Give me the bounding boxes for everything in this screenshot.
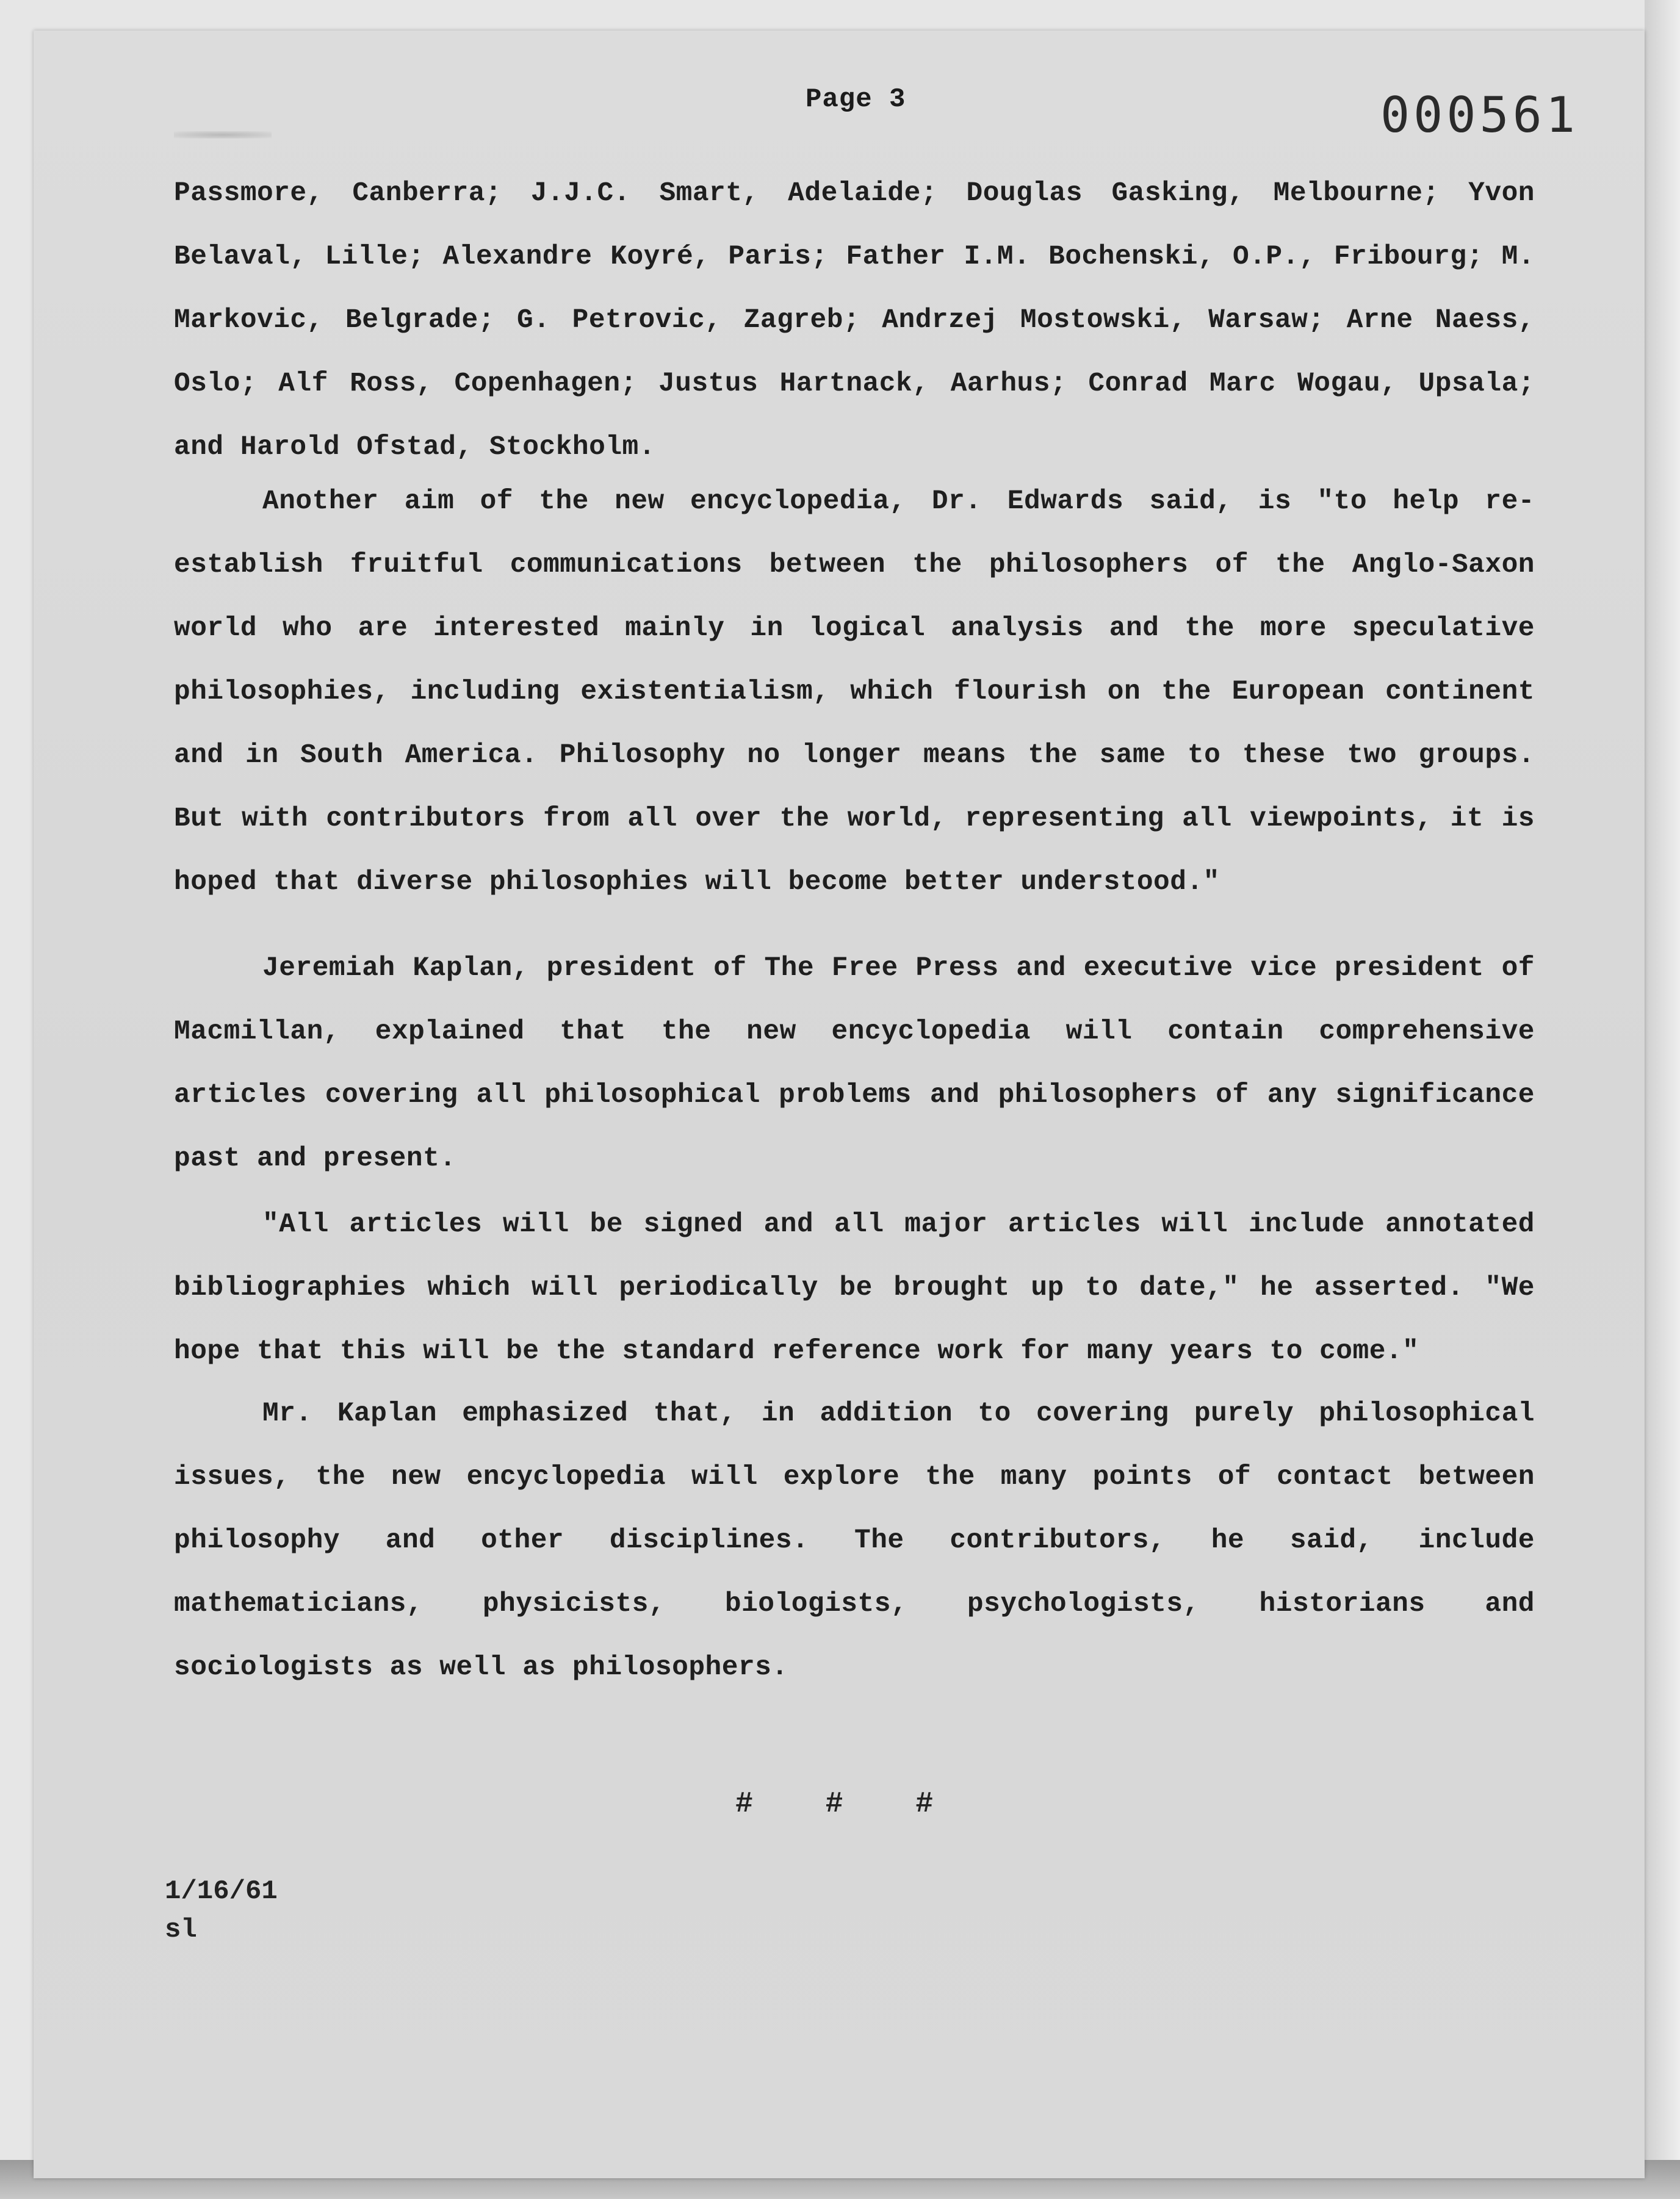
typist-initials: sl (165, 1915, 197, 1945)
paragraph-kaplan-quote: "All articles will be signed and all major articles will include annotated bibliographies which will periodically be brought up to date," he asserted. "We hope that this will be the standard reference work for many years to come." (174, 1209, 1535, 1367)
paragraph-kaplan-intro: Jeremiah Kaplan, president of The Free Press and executive vice president of Macmillan, explained that the new encyclopedia will contain comprehensive articles covering all philosophical problems and philosophers of any significance past and present. (174, 953, 1535, 1174)
paragraph-contributor-list: Passmore, Canberra; J.J.C. Smart, Adelaide; Douglas Gasking, Melbourne; Yvon Belaval, Lille; Alexandre Koyré, Paris; Father I.M. Bochenski, O.P., Fribourg; M. Markovic, Belgrade; G. Petrovic, Zagreb; Andrzej Mostowski, Warsaw; Arne Naess, Oslo; Alf Ross, Copenhagen; Justus Hartnack, Aarhus; Conrad Marc Wogau, Upsala; and Harold Ofstad, Stockholm. (174, 178, 1535, 462)
end-of-release-marks: # # # (735, 1788, 934, 1821)
margin-smudge (174, 131, 272, 139)
paragraph-edwards-quote: Another aim of the new encyclopedia, Dr. Edwards said, is "to help re-establish fruitful communications between the philosophers of the Anglo-Saxon world who are interested mainly in logical analysis and the more speculative philosophies, including existentialism, which flourish on the European continent and in South America. Philosophy no longer means the same to these two groups. But with contributors from all over the world, representing all viewpoints, it is hoped that diverse philosophies will become better understood." (174, 486, 1535, 898)
page-number-label: Page 3 (806, 84, 906, 115)
paragraph-kaplan-emphasis: Mr. Kaplan emphasized that, in addition to covering purely philosophical issues, the new encyclopedia will explore the many points of contact between philosophy and other disciplines. The contributors, he said, include mathematicians, physicists, biologists, psychologists, historians and sociologists as well as philosophers. (174, 1398, 1535, 1683)
document-stamp-number: 000561 (1380, 87, 1579, 143)
page-edge-right (1645, 0, 1680, 2199)
release-date: 1/16/61 (165, 1876, 278, 1907)
